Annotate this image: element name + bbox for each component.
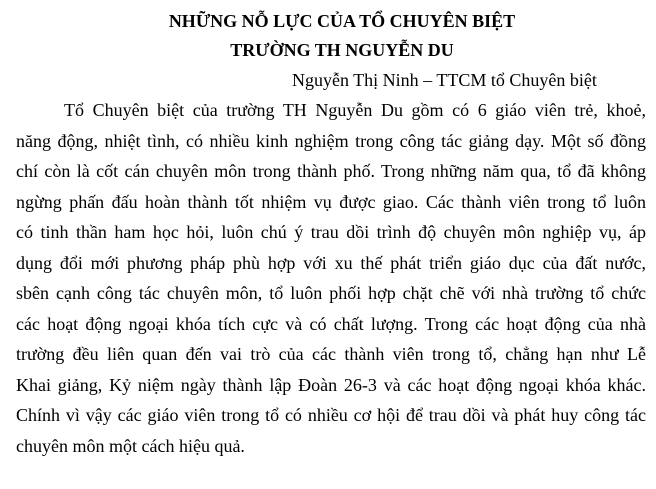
- body-line: ngừng phấn đấu hoàn thành tốt nhiệm vụ được giao. Các thành viên trong tổ luôn: [16, 191, 646, 212]
- body-line: năng động, nhiệt tình, có nhiều kinh nghiệm trong công tác giảng dạy. Một số đồng: [16, 130, 646, 151]
- body-line: các hoạt động ngoại khóa tích cực và có chất lượng. Trong các hoạt động của nhà: [16, 313, 646, 334]
- document-title: [16, 7, 646, 65]
- author-line: Nguyễn Thị Ninh – TTCM tổ Chuyên biệt: [292, 70, 597, 90]
- body-line: Tổ Chuyên biệt của trường TH Nguyễn Du gồm có 6 giáo viên trẻ, khoẻ,: [64, 100, 646, 120]
- body-line: dụng đổi mới phương pháp phù hợp với xu thế phát triển giáo dục của đất nước,: [16, 252, 646, 273]
- body-line: sbên cạnh công tác chuyên môn, tổ luôn phối hợp chặt chẽ với nhà trường tổ chức: [16, 283, 646, 303]
- title-line-1: NHỮNG NỖ LỰC CỦA TỔ CHUYÊN BIỆT: [168, 11, 516, 31]
- body-line: trường đều liên quan đến vai trò của các thành viên trong tổ, chẳng hạn như Lễ: [16, 344, 646, 364]
- body-line: Chính vì vậy các giáo viên trong tổ có nhiều cơ hội để trau dồi và phát huy công tác: [16, 405, 646, 425]
- body-line: chuyên môn một cách hiệu quả.: [16, 435, 245, 456]
- title-line-2: TRƯỜNG TH NGUYỄN DU: [230, 40, 454, 60]
- body-paragraph: [16, 95, 646, 461]
- body-line: chí còn là cốt cán chuyên môn trong thành phố. Trong những năm qua, tổ đã không: [16, 161, 646, 181]
- body-line: có tinh thần ham học hỏi, luôn chú ý trau dồi trình độ chuyên môn nghiệp vụ, áp: [16, 222, 646, 242]
- body-line: Khai giảng, Kỷ niệm ngày thành lập Đoàn 26-3 và các hoạt động ngoại khóa khác.: [16, 374, 646, 395]
